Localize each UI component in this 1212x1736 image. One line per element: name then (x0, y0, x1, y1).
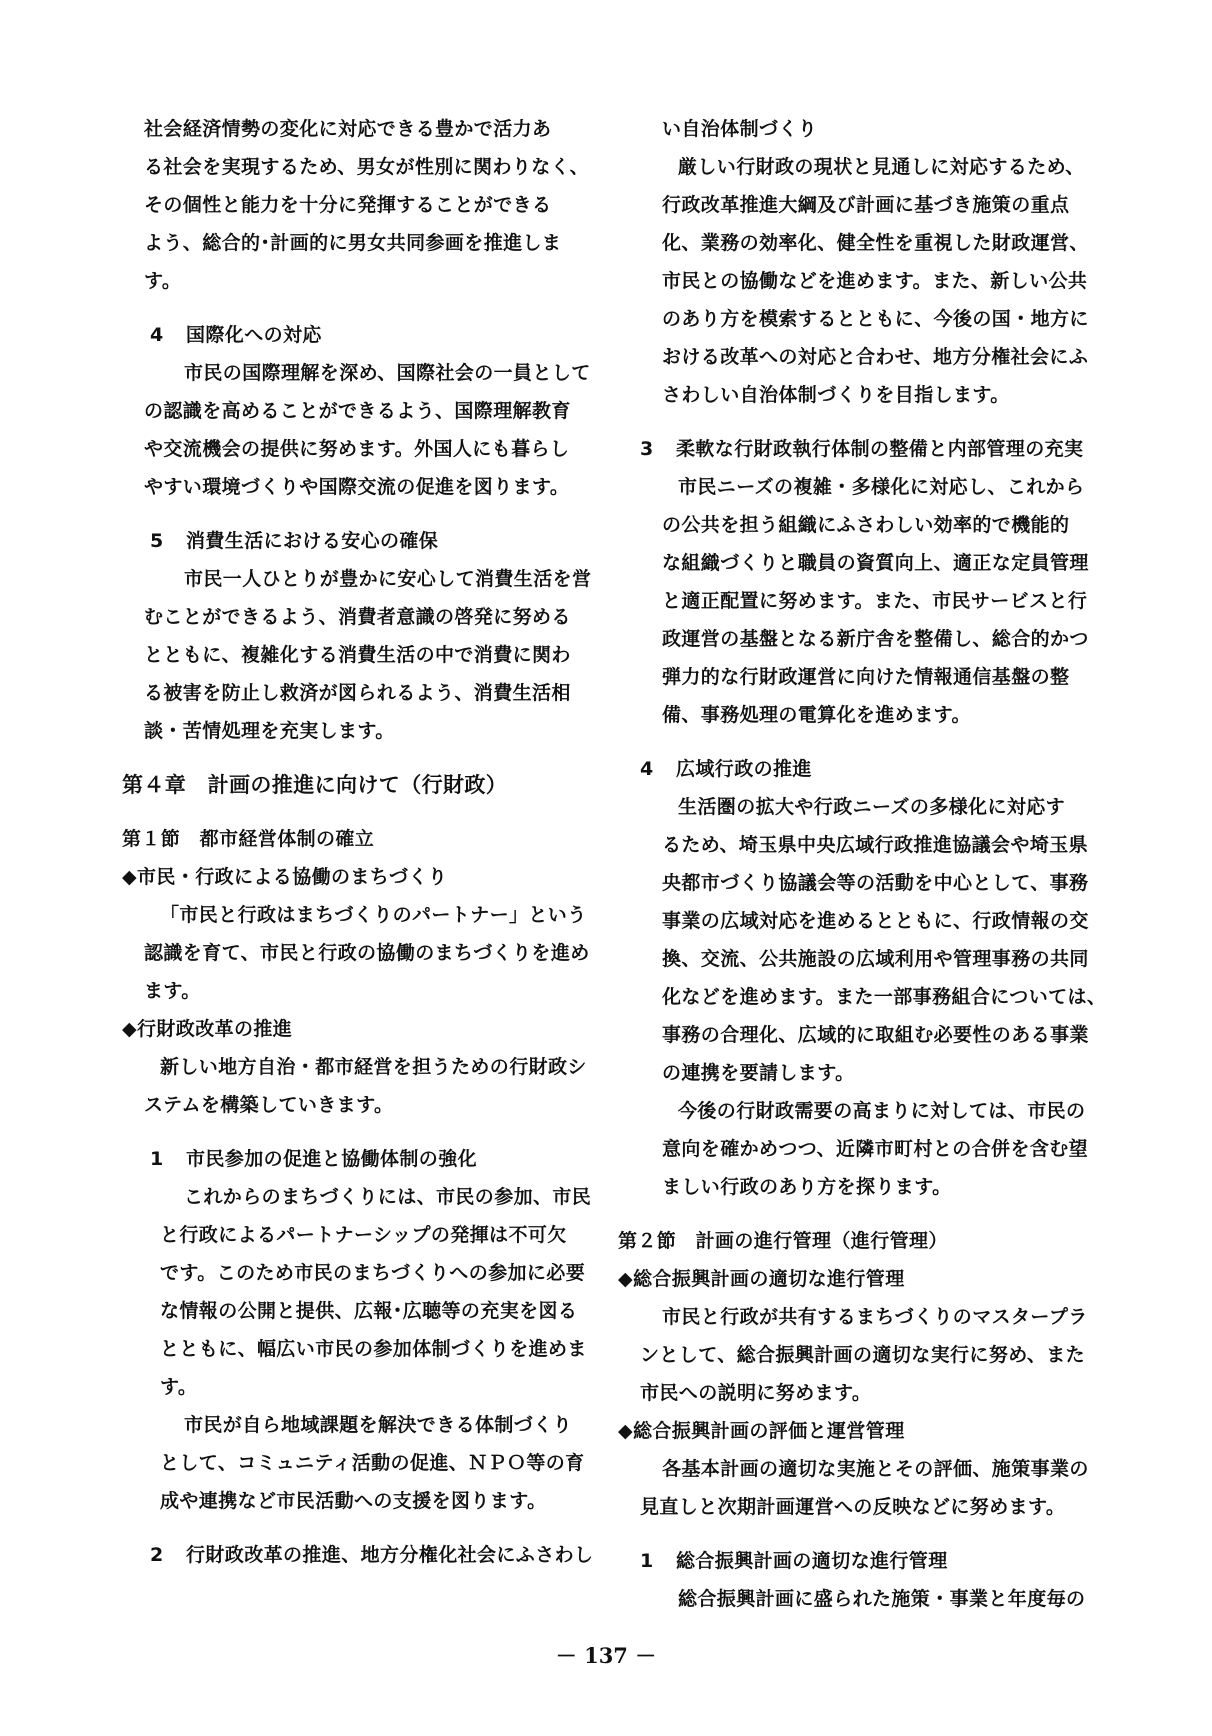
text-line: と適正配置に努めます。また、市民サービスと行 (662, 590, 1088, 612)
text-line: るため、埼玉県中央広域行政推進協議会や埼玉県 (662, 834, 1089, 856)
item-5-consumer-life (122, 522, 597, 750)
bullet-heading: ◆総合振興計画の評価と運営管理 (618, 1420, 905, 1442)
text-line: として、コミュニティ活動の促進、ＮＰＯ等の育 (160, 1452, 585, 1474)
text-line: 化、業務の効率化、健全性を重視した財政運営、 (662, 232, 1089, 254)
item-number: 4 (640, 758, 654, 780)
text-line: 今後の行財政需要の高まりに対しては、市民の (678, 1100, 1086, 1122)
item-heading (122, 522, 597, 560)
bullet-reform (122, 1010, 597, 1124)
text-line: のあり方を模索するとともに、今後の国・地方に (662, 308, 1089, 330)
text-line: 新しい地方自治・都市経営を担うための行財政シ (160, 1056, 587, 1078)
text-line: 市民ニーズの複雑・多様化に対応し、これから (678, 476, 1085, 498)
text-line: 弾力的な行財政運営に向けた情報通信基盤の整 (662, 666, 1070, 688)
item-number: 5 (150, 530, 164, 552)
bullet-evaluation (618, 1412, 1090, 1526)
left-column (122, 110, 597, 1574)
item-4-internationalization (122, 316, 597, 506)
text-line: 行政改革推進大綱及び計画に基づき施策の重点 (662, 194, 1070, 216)
right-column (618, 110, 1107, 1618)
text-line: 事業の広域対応を進めるとともに、行政情報の交 (662, 910, 1089, 932)
item-2-continued (640, 110, 1090, 414)
text-line: と行政によるパートナーシップの発揮は不可欠 (160, 1224, 567, 1246)
section-heading: 第１節 都市経営体制の確立 (122, 828, 375, 850)
text-line: の連携を要請します。 (662, 1062, 855, 1084)
item-number: 4 (150, 324, 164, 346)
text-line: 央都市づくり協議会等の活動を中心として、事務 (662, 872, 1089, 894)
item-title: 国際化への対応 (186, 324, 322, 346)
text-line: 市民への説明に努めます。 (640, 1382, 872, 1404)
text-line: な組織づくりと職員の資質向上、適正な定員管理 (662, 552, 1089, 574)
text-line: とともに、幅広い市民の参加体制づくりを進めま (160, 1338, 587, 1360)
item-heading (640, 750, 1090, 788)
text-line: 備、事務処理の電算化を進めます。 (662, 704, 971, 726)
item-heading (640, 1542, 1090, 1580)
item-number: 3 (640, 438, 654, 460)
item-title: 広域行政の推進 (676, 758, 812, 780)
text-line: の公共を担う組織にふさわしい効率的で機能的 (662, 514, 1070, 536)
text-line: です。このため市民のまちづくりへの参加に必要 (160, 1262, 586, 1284)
item-number: 2 (150, 1544, 164, 1566)
text-line: 各基本計画の適切な実施とその評価、施策事業の (662, 1458, 1089, 1480)
text-line: ましい行政のあり方を探ります。 (662, 1176, 952, 1198)
item-heading (122, 1536, 597, 1574)
item-number: 1 (640, 1550, 654, 1572)
text-line: 化などを進めます。また一部事務組合については、 (662, 986, 1107, 1008)
text-line: やすい環境づくりや国際交流の促進を図ります。 (144, 476, 570, 498)
item-number: 1 (150, 1148, 164, 1170)
text-line: さわしい自治体制づくりを目指します。 (662, 384, 1010, 406)
text-line: 生活圏の拡大や行政ニーズの多様化に対応す (678, 796, 1066, 818)
text-line: す。 (144, 270, 182, 292)
item-heading (122, 1140, 597, 1178)
item-1-citizen-participation (122, 1140, 597, 1520)
text-line: の認識を高めることができるよう、国際理解教育 (144, 400, 571, 422)
text-line: ます。 (144, 980, 201, 1002)
text-line: おける改革への対応と合わせ、地方分権社会にふ (662, 346, 1089, 368)
text-line: ンとして、総合振興計画の適切な実行に努め、また (640, 1344, 1086, 1366)
item-4-regional (640, 750, 1107, 1206)
text-line: 厳しい行財政の現状と見通しに対応するため、 (678, 156, 1085, 178)
bullet-heading: ◆市民・行政による協働のまちづくり (122, 866, 448, 888)
item-heading (122, 316, 597, 354)
text-line: な情報の公開と提供、広報･広聴等の充実を図る (160, 1300, 578, 1322)
bullet-collaboration (122, 858, 597, 1010)
item-1-progress (640, 1542, 1090, 1618)
item-heading (640, 430, 1090, 468)
text-line: 市民との協働などを進めます。また、新しい公共 (662, 270, 1088, 292)
section-heading: 第２節 計画の進行管理（進行管理） (618, 1230, 948, 1252)
text-line: よう、総合的･計画的に男女共同参画を推進しま (144, 232, 562, 254)
item-title: 柔軟な行財政執行体制の整備と内部管理の充実 (676, 438, 1084, 460)
item-title: 行財政改革の推進、地方分権化社会にふさわし (186, 1544, 594, 1566)
bullet-heading: ◆行財政改革の推進 (122, 1018, 293, 1040)
chapter-heading: 第４章 計画の推進に向けて（行財政） (122, 773, 508, 797)
text-line: 認識を育て、市民と行政の協働のまちづくりを進め (144, 942, 590, 964)
item-title: 市民参加の促進と協働体制の強化 (186, 1148, 478, 1170)
text-line: る被害を防止し救済が図られるよう、消費生活相 (144, 682, 571, 704)
item-title: 消費生活における安心の確保 (186, 530, 439, 552)
text-line: や交流機会の提供に努めます。外国人にも暮らし (144, 438, 570, 460)
text-line: 社会経済情勢の変化に対応できる豊かで活力あ (144, 118, 552, 140)
item-title-continued: い自治体制づくり (662, 118, 818, 140)
text-line: 見直しと次期計画運営への反映などに努めます。 (640, 1496, 1066, 1518)
intro-paragraph (122, 110, 597, 300)
text-line: ステムを構築していきます。 (144, 1094, 394, 1116)
bullet-heading: ◆総合振興計画の適切な進行管理 (618, 1268, 905, 1290)
text-line: 政運営の基盤となる新庁舎を整備し、総合的かつ (662, 628, 1089, 650)
item-title: 総合振興計画の適切な進行管理 (676, 1550, 948, 1572)
text-line: とともに、複雑化する消費生活の中で消費に関わ (144, 644, 571, 666)
text-line: 市民一人ひとりが豊かに安心して消費生活を営 (184, 568, 592, 590)
item-3-administration (640, 430, 1090, 734)
text-line: その個性と能力を十分に発揮することができる (144, 194, 552, 216)
text-line: 換、交流、公共施設の広域利用や管理事務の共同 (662, 948, 1089, 970)
text-line: 市民の国際理解を深め、国際社会の一員として (184, 362, 591, 384)
text-line: 「市民と行政はまちづくりのパートナー」という (160, 904, 587, 926)
text-line: 市民が自ら地域課題を解決できる体制づくり (184, 1414, 573, 1436)
text-line: 事務の合理化、広域的に取組む必要性のある事業 (662, 1024, 1089, 1046)
text-line: る社会を実現するため、男女が性別に関わりなく、 (144, 156, 590, 178)
text-line: 市民と行政が共有するまちづくりのマスタープラ (662, 1306, 1088, 1328)
text-line: これからのまちづくりには、市民の参加、市民 (184, 1186, 592, 1208)
text-line: 談・苦情処理を充実します。 (144, 720, 395, 742)
text-line: むことができるよう、消費者意識の啓発に努める (144, 606, 571, 628)
text-line: 成や連携など市民活動への支援を図ります。 (160, 1490, 547, 1512)
page-number: － 137 － (555, 1643, 657, 1668)
text-line: 意向を確かめつつ、近隣市町村との合併を含む望 (662, 1138, 1089, 1160)
text-line: 総合振興計画に盛られた施策・事業と年度毎の (678, 1588, 1086, 1610)
text-line: す。 (160, 1376, 198, 1398)
bullet-progress-management (618, 1260, 1090, 1412)
